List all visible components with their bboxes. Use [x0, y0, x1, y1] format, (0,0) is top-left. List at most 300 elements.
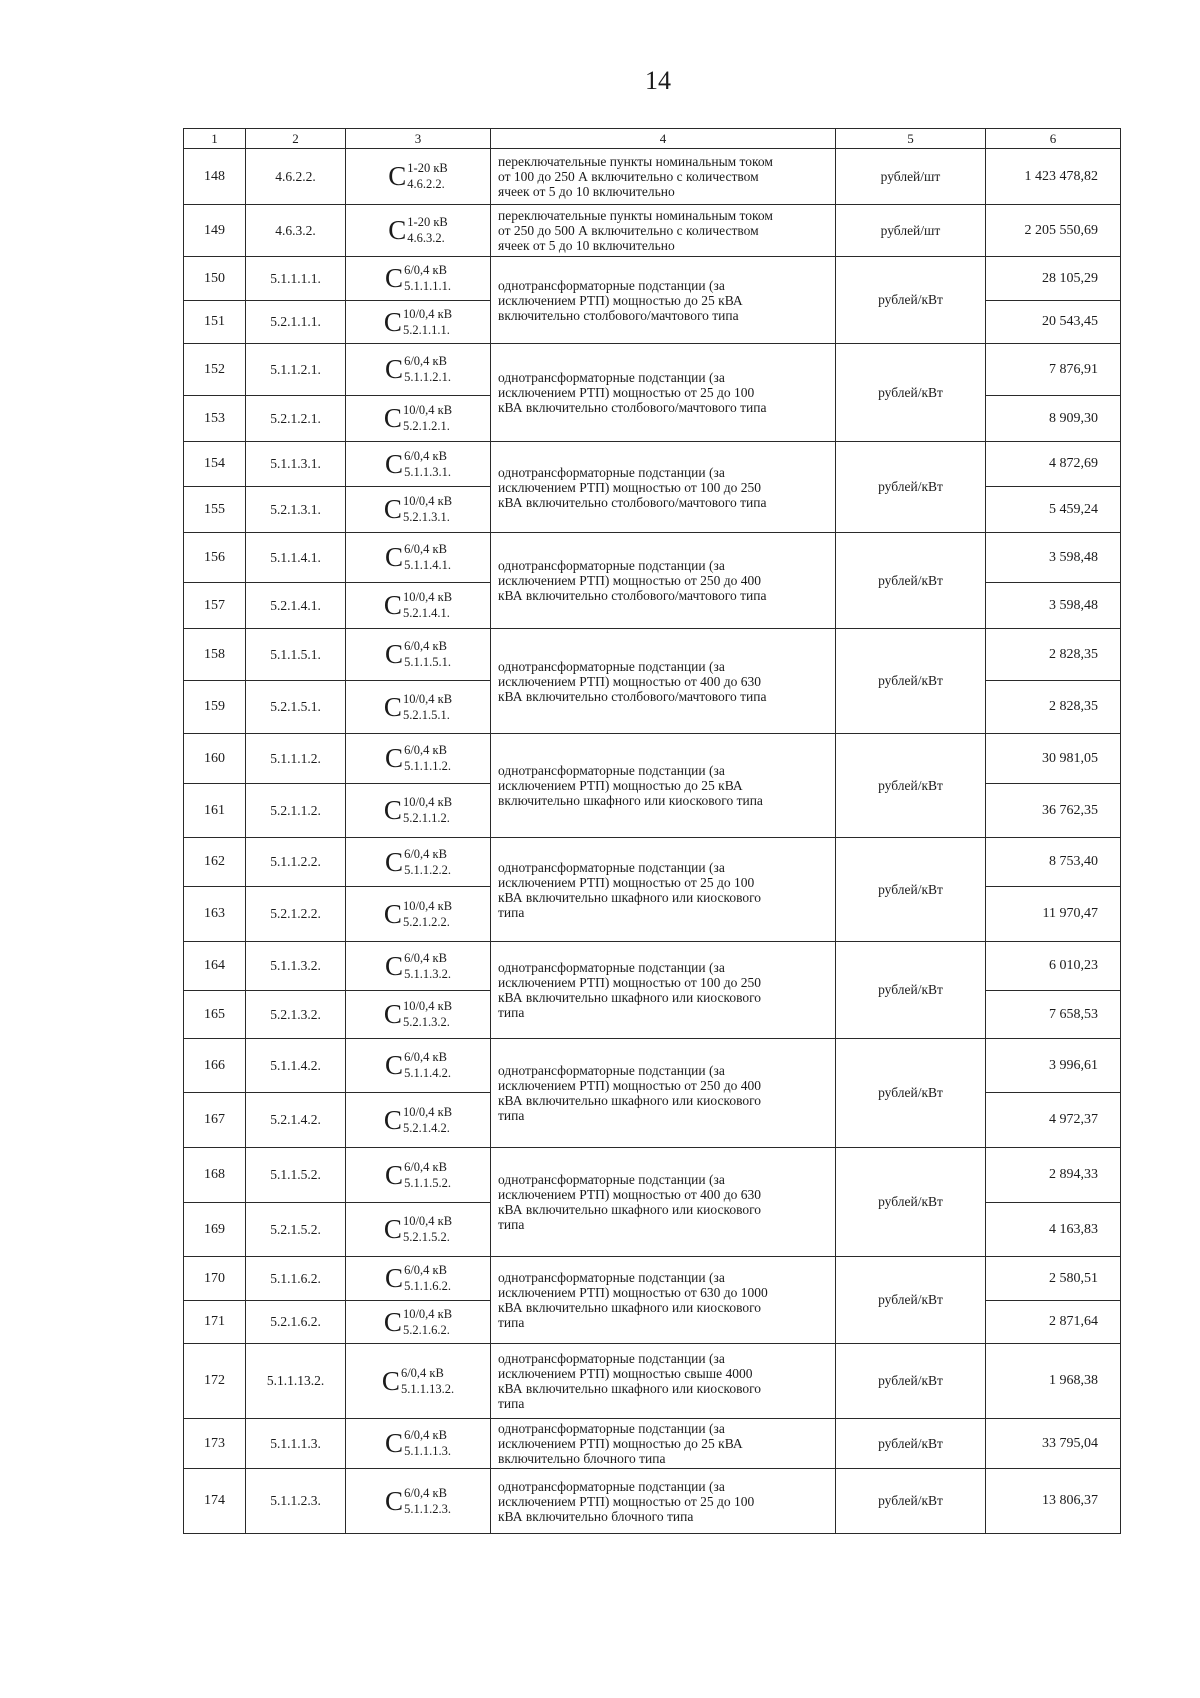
item-code-cell: 5.2.1.2.1. [246, 396, 346, 442]
row-number-cell: 170 [184, 1257, 246, 1301]
row-number-cell: 157 [184, 583, 246, 629]
formula-superscript: 6/0,4 кВ [404, 542, 447, 556]
formula-superscript: 6/0,4 кВ [404, 846, 447, 861]
formula-indices [404, 1159, 451, 1190]
row-number-cell: 155 [184, 487, 246, 533]
formula-indices [402, 306, 453, 337]
formula-symbol: C [385, 542, 404, 572]
rate-value-cell: 4 972,37 [986, 1093, 1121, 1148]
rate-value-cell: 2 205 550,69 [986, 205, 1121, 257]
rate-value-cell: 30 981,05 [986, 734, 1121, 784]
formula-symbol: C [383, 795, 402, 825]
unit-cell: рублей/кВт [836, 1039, 986, 1148]
description-cell: однотрансформаторные подстанции (за исключением РТП) мощностью от 25 до 100 кВА включительно блочного типа [491, 1469, 836, 1534]
formula-indices [404, 639, 451, 669]
tariff-table [183, 128, 1121, 1534]
rate-value-cell: 2 580,51 [986, 1257, 1121, 1301]
rate-value-cell: 33 795,04 [986, 1419, 1121, 1469]
rate-formula [388, 163, 447, 189]
unit-cell: рублей/кВт [836, 1344, 986, 1419]
rate-formula [385, 641, 451, 667]
row-number-cell: 154 [184, 442, 246, 487]
row-number-cell: 149 [184, 205, 246, 257]
row-number-cell: 169 [184, 1203, 246, 1257]
formula-indices [400, 1365, 455, 1396]
formula-subscript: 5.2.1.1.2. [402, 811, 450, 825]
formula-subscript: 5.1.1.2.3. [404, 1501, 451, 1516]
row-number-cell: 161 [184, 784, 246, 838]
formula-indices [404, 542, 451, 572]
unit-cell: рублей/шт [836, 149, 986, 205]
rate-formula-cell [346, 257, 491, 301]
formula-indices [402, 1104, 453, 1135]
formula-indices [404, 1050, 451, 1080]
rate-formula [384, 592, 452, 618]
item-code-cell: 5.1.1.3.2. [246, 942, 346, 991]
formula-superscript: 10/0,4 кВ [402, 898, 453, 913]
formula-indices [404, 743, 451, 773]
formula-subscript: 5.1.1.3.2. [404, 966, 451, 981]
formula-subscript: 5.2.1.6.2. [402, 1322, 450, 1337]
formula-subscript: 5.2.1.5.1. [402, 707, 450, 722]
rate-formula [384, 405, 452, 431]
description-cell: однотрансформаторные подстанции (за исключением РТП) мощностью от 250 до 400 кВА включительно шкафного или киоскового типа [491, 1039, 836, 1148]
unit-cell: рублей/кВт [836, 838, 986, 942]
table-row [184, 344, 1121, 396]
row-number-cell: 160 [184, 734, 246, 784]
rate-formula-cell [346, 1093, 491, 1148]
formula-subscript: 5.1.1.4.2. [404, 1066, 451, 1080]
rate-value-cell: 36 762,35 [986, 784, 1121, 838]
row-number-cell: 159 [184, 681, 246, 734]
formula-symbol: C [383, 691, 402, 722]
row-number-cell: 164 [184, 942, 246, 991]
column-number-6: 6 [986, 129, 1121, 149]
rate-formula-cell [346, 442, 491, 487]
table-row [184, 942, 1121, 991]
description-cell: однотрансформаторные подстанции (за исключением РТП) мощностью до 25 кВА включительно столбового/мачтового типа [491, 257, 836, 344]
formula-symbol: C [385, 639, 404, 669]
rate-formula [383, 1104, 453, 1135]
formula-indices [402, 795, 453, 825]
table-row [184, 1257, 1121, 1301]
table-row [184, 442, 1121, 487]
formula-subscript: 5.2.1.1.1. [402, 322, 450, 337]
rate-value-cell: 1 968,38 [986, 1344, 1121, 1419]
rate-value-cell: 2 871,64 [986, 1301, 1121, 1344]
rate-formula [385, 1159, 451, 1190]
table-row [184, 629, 1121, 681]
rate-formula [383, 1306, 453, 1337]
description-cell: однотрансформаторные подстанции (за исключением РТП) мощностью от 400 до 630 кВА включительно столбового/мачтового типа [491, 629, 836, 734]
formula-superscript: 6/0,4 кВ [404, 743, 447, 757]
formula-subscript: 5.1.1.6.2. [404, 1279, 451, 1293]
formula-indices [402, 1214, 453, 1244]
formula-superscript: 10/0,4 кВ [402, 1214, 453, 1228]
table-row [184, 257, 1121, 301]
rate-formula-cell [346, 1419, 491, 1469]
item-code-cell: 5.2.1.2.2. [246, 887, 346, 942]
formula-superscript: 10/0,4 кВ [402, 1306, 453, 1321]
row-number-cell: 156 [184, 533, 246, 583]
item-code-cell: 5.1.1.6.2. [246, 1257, 346, 1301]
row-number-cell: 148 [184, 149, 246, 205]
formula-superscript: 6/0,4 кВ [404, 1050, 447, 1064]
rate-formula [383, 691, 453, 722]
description-cell: переключательные пункты номинальным током от 250 до 500 А включительно с количеством ячеек от 5 до 10 включительно [491, 205, 836, 257]
formula-subscript: 5.2.1.3.1. [402, 510, 450, 524]
rate-formula-cell [346, 1203, 491, 1257]
formula-superscript: 10/0,4 кВ [402, 691, 453, 706]
rate-formula [385, 1052, 451, 1078]
formula-subscript: 5.2.1.4.1. [402, 606, 450, 620]
description-cell: однотрансформаторные подстанции (за исключением РТП) мощностью до 25 кВА включительно блочного типа [491, 1419, 836, 1469]
table-row [184, 205, 1121, 257]
formula-indices [404, 1263, 451, 1293]
rate-value-cell: 7 658,53 [986, 991, 1121, 1039]
item-code-cell: 5.1.1.2.2. [246, 838, 346, 887]
rate-value-cell: 1 423 478,82 [986, 149, 1121, 205]
unit-cell: рублей/кВт [836, 1419, 986, 1469]
item-code-cell: 5.2.1.3.2. [246, 991, 346, 1039]
formula-symbol: C [385, 1050, 404, 1080]
description-cell: однотрансформаторные подстанции (за исключением РТП) мощностью от 25 до 100 кВА включительно столбового/мачтового типа [491, 344, 836, 442]
unit-cell: рублей/кВт [836, 442, 986, 533]
rate-value-cell: 13 806,37 [986, 1469, 1121, 1534]
formula-superscript: 6/0,4 кВ [404, 950, 447, 965]
rate-value-cell: 4 872,69 [986, 442, 1121, 487]
rate-formula-cell [346, 1257, 491, 1301]
rate-formula [385, 846, 451, 877]
row-number-cell: 173 [184, 1419, 246, 1469]
rate-formula [385, 1430, 451, 1456]
formula-indices [407, 215, 448, 245]
rate-value-cell: 4 163,83 [986, 1203, 1121, 1257]
formula-symbol: C [388, 215, 407, 245]
formula-superscript: 10/0,4 кВ [402, 306, 453, 321]
formula-subscript: 5.1.1.3.1. [404, 464, 451, 479]
item-code-cell: 4.6.2.2. [246, 149, 346, 205]
formula-symbol: C [383, 1104, 402, 1135]
formula-subscript: 4.6.3.2. [407, 231, 445, 245]
formula-superscript: 10/0,4 кВ [402, 590, 453, 604]
column-number-3: 3 [346, 129, 491, 149]
rate-value-cell: 8 753,40 [986, 838, 1121, 887]
rate-formula [385, 356, 451, 382]
rate-formula-cell [346, 533, 491, 583]
item-code-cell: 5.1.1.2.3. [246, 1469, 346, 1534]
rate-formula-cell [346, 629, 491, 681]
rate-formula [384, 1216, 452, 1242]
rate-formula [385, 745, 451, 771]
formula-subscript: 5.1.1.5.1. [404, 655, 451, 669]
row-number-cell: 172 [184, 1344, 246, 1419]
rate-value-cell: 28 105,29 [986, 257, 1121, 301]
row-number-cell: 153 [184, 396, 246, 442]
formula-subscript: 5.1.1.13.2. [400, 1381, 455, 1396]
formula-symbol: C [383, 1306, 402, 1337]
description-cell: однотрансформаторные подстанции (за исключением РТП) мощностью от 100 до 250 кВА включительно шкафного или киоскового типа [491, 942, 836, 1039]
table-body [184, 129, 1121, 1534]
formula-subscript: 5.2.1.3.2. [402, 1015, 450, 1029]
unit-cell: рублей/кВт [836, 1469, 986, 1534]
formula-subscript: 5.1.1.5.2. [404, 1175, 451, 1190]
formula-indices [404, 263, 451, 293]
formula-indices [404, 1428, 451, 1458]
rate-formula [384, 1001, 452, 1027]
formula-symbol: C [388, 161, 407, 191]
formula-indices [407, 161, 448, 191]
rate-value-cell: 2 828,35 [986, 681, 1121, 734]
unit-cell: рублей/кВт [836, 1257, 986, 1344]
formula-subscript: 4.6.2.2. [407, 177, 445, 191]
unit-cell: рублей/шт [836, 205, 986, 257]
rate-formula-cell [346, 681, 491, 734]
table-row [184, 838, 1121, 887]
formula-symbol: C [385, 354, 404, 384]
rate-value-cell: 5 459,24 [986, 487, 1121, 533]
item-code-cell: 5.1.1.3.1. [246, 442, 346, 487]
row-number-cell: 150 [184, 257, 246, 301]
formula-symbol: C [385, 1428, 404, 1458]
formula-superscript: 6/0,4 кВ [404, 263, 447, 277]
formula-subscript: 5.1.1.1.1. [404, 279, 451, 293]
formula-superscript: 6/0,4 кВ [404, 448, 447, 463]
rate-formula-cell [346, 838, 491, 887]
description-cell: переключательные пункты номинальным током от 100 до 250 А включительно с количеством ячеек от 5 до 10 включительно [491, 149, 836, 205]
rate-formula-cell [346, 301, 491, 344]
formula-symbol: C [383, 590, 402, 620]
table-row [184, 1419, 1121, 1469]
unit-cell: рублей/кВт [836, 344, 986, 442]
rate-formula [384, 496, 452, 522]
formula-superscript: 6/0,4 кВ [404, 1485, 447, 1500]
table-row [184, 1469, 1121, 1534]
table-row [184, 149, 1121, 205]
rate-formula-cell [346, 344, 491, 396]
formula-symbol: C [385, 263, 404, 293]
formula-symbol: C [385, 950, 404, 981]
column-number-row [184, 129, 1121, 149]
formula-superscript: 10/0,4 кВ [402, 494, 453, 508]
formula-subscript: 5.1.1.2.1. [404, 370, 451, 384]
rate-value-cell: 20 543,45 [986, 301, 1121, 344]
rate-formula [385, 950, 451, 981]
formula-superscript: 6/0,4 кВ [404, 1428, 447, 1442]
rate-formula-cell [346, 991, 491, 1039]
item-code-cell: 5.2.1.6.2. [246, 1301, 346, 1344]
formula-subscript: 5.2.1.5.2. [402, 1230, 450, 1244]
formula-indices [402, 898, 453, 929]
rate-formula-cell [346, 942, 491, 991]
rate-formula [385, 448, 451, 479]
unit-cell: рублей/кВт [836, 734, 986, 838]
formula-symbol: C [385, 846, 404, 877]
rate-formula [384, 797, 452, 823]
rate-formula [383, 306, 453, 337]
unit-cell: рублей/кВт [836, 1148, 986, 1257]
rate-value-cell: 3 996,61 [986, 1039, 1121, 1093]
rate-formula-cell [346, 1301, 491, 1344]
rate-formula [383, 898, 453, 929]
description-cell: однотрансформаторные подстанции (за исключением РТП) мощностью от 100 до 250 кВА включительно столбового/мачтового типа [491, 442, 836, 533]
description-cell: однотрансформаторные подстанции (за исключением РТП) мощностью от 25 до 100 кВА включительно шкафного или киоскового типа [491, 838, 836, 942]
description-cell: однотрансформаторные подстанции (за исключением РТП) мощностью от 250 до 400 кВА включительно столбового/мачтового типа [491, 533, 836, 629]
row-number-cell: 168 [184, 1148, 246, 1203]
formula-superscript: 10/0,4 кВ [402, 795, 453, 809]
description-cell: однотрансформаторные подстанции (за исключением РТП) мощностью до 25 кВА включительно шкафного или киоскового типа [491, 734, 836, 838]
description-cell: однотрансформаторные подстанции (за исключением РТП) мощностью свыше 4000 кВА включительно шкафного или киоскового типа [491, 1344, 836, 1419]
rate-value-cell: 11 970,47 [986, 887, 1121, 942]
row-number-cell: 171 [184, 1301, 246, 1344]
formula-superscript: 6/0,4 кВ [404, 639, 447, 653]
column-number-5: 5 [836, 129, 986, 149]
rate-formula-cell [346, 1344, 491, 1419]
rate-formula-cell [346, 205, 491, 257]
formula-indices [402, 691, 453, 722]
item-code-cell: 5.1.1.2.1. [246, 344, 346, 396]
formula-symbol: C [383, 898, 402, 929]
row-number-cell: 165 [184, 991, 246, 1039]
item-code-cell: 5.2.1.4.1. [246, 583, 346, 629]
formula-superscript: 6/0,4 кВ [404, 354, 447, 368]
formula-indices [402, 590, 453, 620]
formula-subscript: 5.1.1.1.2. [404, 759, 451, 773]
row-number-cell: 152 [184, 344, 246, 396]
page-number: 14 [645, 66, 671, 95]
formula-superscript: 6/0,4 кВ [400, 1365, 444, 1380]
table-row [184, 1039, 1121, 1093]
unit-cell: рублей/кВт [836, 533, 986, 629]
formula-symbol: C [385, 1159, 404, 1190]
row-number-cell: 158 [184, 629, 246, 681]
formula-superscript: 10/0,4 кВ [402, 999, 453, 1013]
item-code-cell: 5.1.1.4.2. [246, 1039, 346, 1093]
formula-superscript: 1-20 кВ [407, 215, 448, 229]
description-cell: однотрансформаторные подстанции (за исключением РТП) мощностью от 400 до 630 кВА включительно шкафного или киоскового типа [491, 1148, 836, 1257]
formula-subscript: 5.1.1.4.1. [404, 558, 451, 572]
item-code-cell: 5.1.1.13.2. [246, 1344, 346, 1419]
formula-indices [404, 448, 451, 479]
formula-symbol: C [385, 1485, 404, 1516]
item-code-cell: 5.2.1.3.1. [246, 487, 346, 533]
column-number-4: 4 [491, 129, 836, 149]
rate-value-cell: 7 876,91 [986, 344, 1121, 396]
rate-formula-cell [346, 583, 491, 629]
column-number-2: 2 [246, 129, 346, 149]
formula-indices [402, 1306, 453, 1337]
row-number-cell: 162 [184, 838, 246, 887]
formula-indices [404, 354, 451, 384]
formula-subscript: 5.1.1.1.3. [404, 1444, 451, 1458]
row-number-cell: 163 [184, 887, 246, 942]
rate-formula [388, 217, 447, 243]
rate-formula-cell [346, 734, 491, 784]
rate-formula [385, 1485, 451, 1516]
row-number-cell: 174 [184, 1469, 246, 1534]
rate-formula-cell [346, 887, 491, 942]
item-code-cell: 4.6.3.2. [246, 205, 346, 257]
rate-formula [381, 1365, 455, 1396]
rate-formula-cell [346, 149, 491, 205]
rate-value-cell: 8 909,30 [986, 396, 1121, 442]
formula-symbol: C [385, 448, 404, 479]
formula-indices [402, 403, 453, 433]
formula-indices [402, 494, 453, 524]
item-code-cell: 5.2.1.5.1. [246, 681, 346, 734]
table-row [184, 1148, 1121, 1203]
rate-formula [385, 544, 451, 570]
description-cell: однотрансформаторные подстанции (за исключением РТП) мощностью от 630 до 1000 кВА включительно шкафного или киоскового типа [491, 1257, 836, 1344]
formula-indices [402, 999, 453, 1029]
rate-value-cell: 6 010,23 [986, 942, 1121, 991]
rate-formula-cell [346, 784, 491, 838]
rate-value-cell: 3 598,48 [986, 583, 1121, 629]
formula-symbol: C [383, 999, 402, 1029]
formula-subscript: 5.2.1.4.2. [402, 1120, 450, 1135]
formula-indices [404, 846, 451, 877]
formula-symbol: C [383, 494, 402, 524]
formula-superscript: 10/0,4 кВ [402, 403, 453, 417]
unit-cell: рублей/кВт [836, 629, 986, 734]
unit-cell: рублей/кВт [836, 942, 986, 1039]
rate-value-cell: 3 598,48 [986, 533, 1121, 583]
table-row [184, 1344, 1121, 1419]
formula-symbol: C [385, 743, 404, 773]
item-code-cell: 5.2.1.1.2. [246, 784, 346, 838]
formula-indices [404, 1485, 451, 1516]
item-code-cell: 5.2.1.5.2. [246, 1203, 346, 1257]
rate-formula [385, 265, 451, 291]
rate-formula-cell [346, 1148, 491, 1203]
table-row [184, 734, 1121, 784]
item-code-cell: 5.1.1.1.1. [246, 257, 346, 301]
formula-subscript: 5.2.1.2.1. [402, 419, 450, 433]
row-number-cell: 151 [184, 301, 246, 344]
rate-formula-cell [346, 1039, 491, 1093]
rate-formula-cell [346, 487, 491, 533]
formula-superscript: 10/0,4 кВ [402, 1104, 453, 1119]
formula-superscript: 6/0,4 кВ [404, 1263, 447, 1277]
formula-symbol: C [385, 1263, 404, 1293]
formula-superscript: 1-20 кВ [407, 161, 448, 175]
formula-symbol: C [381, 1365, 400, 1396]
column-number-1: 1 [184, 129, 246, 149]
row-number-cell: 167 [184, 1093, 246, 1148]
formula-subscript: 5.1.1.2.2. [404, 862, 451, 877]
item-code-cell: 5.1.1.5.2. [246, 1148, 346, 1203]
rate-formula-cell [346, 396, 491, 442]
item-code-cell: 5.2.1.1.1. [246, 301, 346, 344]
formula-symbol: C [383, 1214, 402, 1244]
item-code-cell: 5.1.1.4.1. [246, 533, 346, 583]
rate-value-cell: 2 828,35 [986, 629, 1121, 681]
item-code-cell: 5.1.1.1.3. [246, 1419, 346, 1469]
item-code-cell: 5.2.1.4.2. [246, 1093, 346, 1148]
item-code-cell: 5.1.1.1.2. [246, 734, 346, 784]
formula-symbol: C [383, 403, 402, 433]
rate-formula-cell [346, 1469, 491, 1534]
unit-cell: рублей/кВт [836, 257, 986, 344]
formula-subscript: 5.2.1.2.2. [402, 914, 450, 929]
item-code-cell: 5.1.1.5.1. [246, 629, 346, 681]
rate-value-cell: 2 894,33 [986, 1148, 1121, 1203]
rate-formula [385, 1265, 451, 1291]
table-row [184, 533, 1121, 583]
formula-indices [404, 950, 451, 981]
formula-symbol: C [383, 306, 402, 337]
row-number-cell: 166 [184, 1039, 246, 1093]
